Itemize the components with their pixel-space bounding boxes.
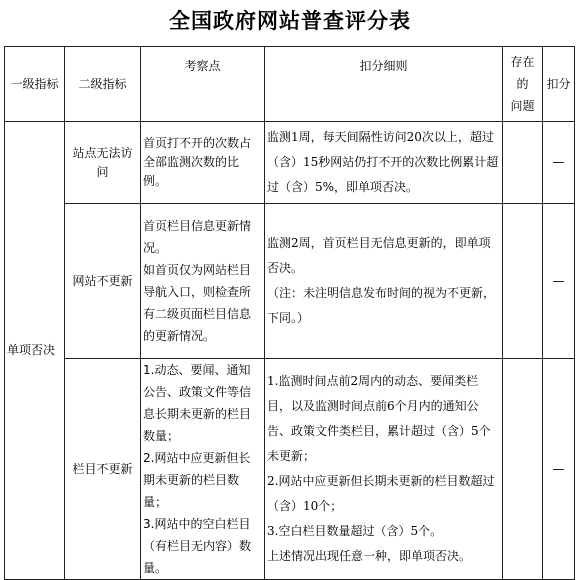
deduction-text: 1.监测时间点前2周内的动态、要闻类栏目，以及监测时间点前6个月内的通知公告、政策文件类栏目，累计超过（含）5个未更新； xyxy=(267,374,491,463)
table-row xyxy=(5,204,575,359)
header-review: 考察点 xyxy=(141,47,265,122)
review-text: 首页栏目信息更新情况。 xyxy=(143,219,252,255)
review-cell xyxy=(141,204,265,359)
header-deduction: 扣分细则 xyxy=(265,47,503,122)
issue-cell xyxy=(503,359,543,580)
review-text: 如首页仅为网站栏目导航入口，则检查所有二级页面栏目信息的更新情况。 xyxy=(143,263,252,343)
issue-cell xyxy=(503,122,543,204)
level2-cell: 网站不更新 xyxy=(65,204,141,359)
deduction-text: 监测2周，首页栏目无信息更新的，即单项否决。 xyxy=(267,236,491,275)
page-title: 全国政府网站普查评分表 xyxy=(169,8,411,33)
deduction-cell xyxy=(265,122,503,204)
header-issue xyxy=(503,47,543,122)
review-text: 2.网站中应更新但长期未更新的栏目数量； xyxy=(143,451,251,509)
deduction-cell xyxy=(265,359,503,580)
score-cell: — xyxy=(543,204,575,359)
header-issue-line1: 存在的 xyxy=(510,55,535,91)
header-level2: 二级指标 xyxy=(65,47,141,122)
review-cell xyxy=(141,122,265,204)
table-row xyxy=(5,359,575,580)
deduction-text: 3.空白栏目数量超过（含）5个。 xyxy=(267,524,443,538)
deduction-text: 监测1周，每天间隔性访问20次以上，超过（含）15秒网站仍打不开的次数比例累计超过（含）5%，即单项否决。 xyxy=(267,130,499,194)
header-score: 扣分 xyxy=(543,47,575,122)
header-level1: 一级指标 xyxy=(5,47,65,122)
issue-cell xyxy=(503,204,543,359)
level2-cell: 站点无法访问 xyxy=(65,122,141,204)
deduction-text: （注：未注明信息发布时间的视为不更新，下同。） xyxy=(267,286,496,325)
score-table xyxy=(4,46,575,580)
review-text: 1.动态、要闻、通知公告、政策文件等信息长期未更新的栏目数量； xyxy=(143,363,252,443)
level2-cell: 栏目不更新 xyxy=(65,359,141,580)
header-issue-line2: 问题 xyxy=(510,99,535,113)
score-cell: — xyxy=(543,359,575,580)
header-row xyxy=(5,47,575,122)
deduction-cell xyxy=(265,204,503,359)
review-cell xyxy=(141,359,265,580)
review-text: 首页打不开的次数占全部监测次数的比例。 xyxy=(143,136,252,188)
deduction-text: 2.网站中应更新但长期未更新的栏目数超过（含）10个； xyxy=(267,474,495,513)
deduction-text: 上述情况出现任意一种，即单项否决。 xyxy=(267,549,472,563)
level1-cell: 单项否决 xyxy=(5,122,65,580)
score-cell: — xyxy=(543,122,575,204)
review-text: 3.网站中的空白栏目（有栏目无内容）数量。 xyxy=(143,517,252,575)
table-row xyxy=(5,122,575,204)
